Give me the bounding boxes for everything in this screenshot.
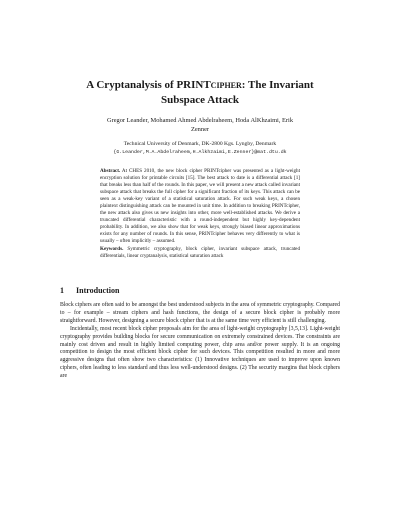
abstract-label: Abstract. bbox=[100, 168, 121, 174]
keywords-text: Symmetric cryptography, block cipher, invariant subspace attack, truncated differentials, linear cryptanalysis, statistical saturation attack bbox=[100, 246, 300, 260]
keywords-label: Keywords. bbox=[100, 246, 124, 253]
abstract-block bbox=[100, 168, 300, 260]
abstract-paragraph bbox=[100, 168, 300, 244]
keywords-paragraph bbox=[100, 246, 300, 260]
abstract-text: At CHES 2010, the new block cipher PRINTcipher was presented as a light-weight encryption solution for printable circuits [15]. The best attack to date is a differential attack [1] that breaks less than half of the rounds. In this paper, we will present a new attack called invariant subspace attack that breaks the full cipher for a significant fraction of its keys. This attack can be seen as a weak-key variant of a statistical saturation attack. For such weak keys, a chosen plaintext distinguishing attack can be mounted in unit time. In addition to breaking PRINTcipher, the new attack also gives us new insights into other, more well-established attacks. We derive a truncated differential characteristic with a round-independent but highly key-dependent probability. In addition, we also show that for weak keys, strongly biased linear approximations exists for any number of rounds. In this sense, PRINTcipher behaves very differently to what is usually – often implicitly – assumed. bbox=[100, 168, 300, 244]
body-paragraph-2: Incidentally, most recent block cipher proposals aim for the area of light-weight cryptography [3,5,13]. Light-weight cryptography provides building blocks for secure communication on extremely constrained devices. The constraints are mainly cost driven and result in highly limited computing power, chip area and/or power supply. It is an ongoing competition to design the most efficient block cipher for such devices. This competition resulted in more and more aggressive designs that often show two characteristics: (1) Innovative techniques are used to improve upon known ciphers, often leading to less standard and thus less well-understood designs. (2) The security margins that block ciphers are bbox=[60, 325, 340, 380]
section-body bbox=[60, 302, 340, 381]
affiliation-text: Technical University of Denmark, DK-2800 Kgs. Lyngby, Denmark bbox=[123, 141, 277, 147]
title-line2: Subspace Attack bbox=[161, 94, 239, 106]
author-emails: {G.Leander,M.A.Abdelraheem,H.Alkhzaimi,E.Zenner}@mat.dtu.dk bbox=[113, 150, 287, 155]
affiliation-block bbox=[70, 140, 330, 157]
paper-title bbox=[60, 78, 340, 108]
title-text-part1: A Cryptanalysis of bbox=[86, 79, 177, 91]
body-paragraph-1: Block ciphers are often said to be amongst the best understood subjects in the area of symmetric cryptography. Compared to – for example – stream ciphers and hash functions, the design of a secure block cipher is probably more straightforward. However, designing a secure block cipher that is at the same time very efficient is still challenging. bbox=[60, 302, 340, 324]
title-text-part2: : The Invariant bbox=[241, 79, 314, 91]
authors-line2: Zenner bbox=[190, 126, 210, 133]
section-heading bbox=[60, 286, 119, 295]
title-cipher-name: PRINTcipher bbox=[176, 79, 242, 91]
author-list bbox=[70, 116, 330, 134]
authors-line1: Gregor Leander, Mohamed Ahmed Abdelraheem, Hoda AlKhzaimi, Erik bbox=[106, 117, 294, 124]
section-title: Introduction bbox=[76, 286, 120, 295]
section-number: 1 bbox=[60, 286, 64, 295]
